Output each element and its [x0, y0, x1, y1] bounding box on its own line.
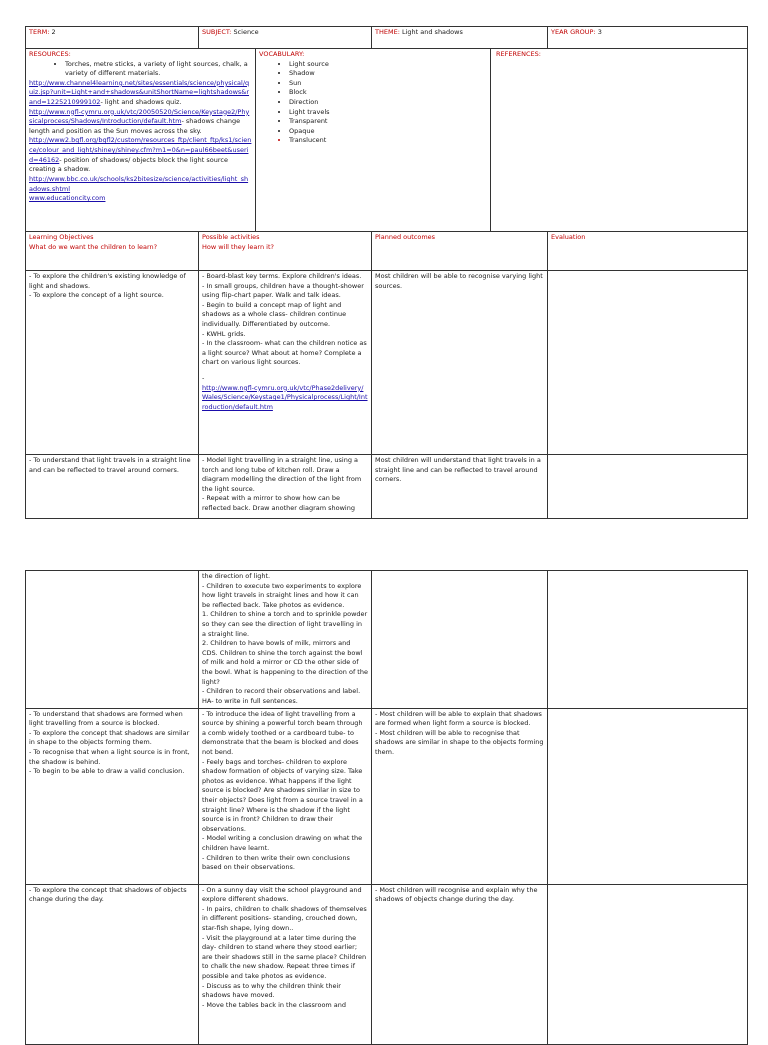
activities-cell: - Board-blast key terms. Explore children's ideas. - In small groups, children have a thought-shower using flip-chart paper. Walk and talk ideas. - Begin to build a concept map of light and shadows as a whole class- children continue individually. Differentiated by outcome. - KWHL grids. - In the classroom- what can the children notice as a light source? What about at home? Complete a chart on various light sources. - http://www.ngfl-cymru.org.uk/vtc/Phase2delivery/Wales/Science/Keystage1/Physicalprocess/Light/Introduction/default.htm [199, 271, 372, 455]
vocab-item: • Direction [289, 98, 487, 108]
evaluation-cell [548, 271, 748, 455]
ngfl-light-intro-link[interactable]: http://www.ngfl-cymru.org.uk/vtc/Phase2delivery/Wales/Science/Keystage1/Physicalprocess/Light/Introduction/default.htm [202, 383, 368, 411]
activities-cell: - To introduce the idea of light travelling from a source by shining a powerful torch beam through a comb widely toothed or a cardboard tube- to demonstrate that the beam is blocked and does not bend. - Feely bags and torches- children to explore shadow formation of objects of varying size. Take photos as evidence. What happens if the light source is blocked? Are shadows similar in size to their objects? Does light from a source travel in a straight line? Where is the shadow if the light source is in front? Children to draw their observations. - Model writing a conclusion drawing on what the children have learnt. - Children to then write their own conclusions based on their observations. [199, 708, 372, 884]
activities-header: Possible activities How will they learn it? [199, 232, 372, 271]
objectives-cell: - To understand that shadows are formed when light travelling from a source is blocked. - To explore the concept that shadows are similar in shape to the objects forming them. - To recognise that when a light source is in front, the shadow is behind. - To begin to be able to draw a valid conclusion. [26, 708, 199, 884]
bgfl-link[interactable]: http://www2.bgfl.org/bgfl2/custom/resources_ftp/client_ftp/ks1/science/colour_and_light/shiney/shiney.cfm?m1=0&n=paul66beet&userid=46162 [29, 136, 252, 164]
vocab-item: • Light travels [289, 108, 487, 118]
outcomes-cell: Most children will be able to recognise varying light sources. [372, 271, 548, 455]
subject-cell: SUBJECT: Science [199, 27, 372, 49]
table-row [26, 455, 748, 519]
vocab-item: • Sun [289, 79, 487, 89]
activities-cell: the direction of light. - Children to execute two experiments to explore how light travels in straight lines and how it can be reflected back. Take photos as evidence. 1. Children to shine a torch and to sprinkle powder so they can see the direction of light travelling in a straight line. 2. Children to have bowls of milk, mirrors and CDS. Children to shine the torch against the bowl of milk and hold a mirror or CD the other side of the bowl. What is happening to the direction of the light? - Children to record their observations and label. HA- to write in full sentences. [199, 571, 372, 709]
column-header-row [26, 232, 748, 271]
table-row [26, 708, 748, 884]
activities-cell: - On a sunny day visit the school playground and explore different shadows. - In pairs, children to chalk shadows of themselves in different positions- standing, crouched down, star-fish shape, lying down.. - Visit the playground at a later time during the day- children to stand where they stood earlier; are their shadows still in the same place? Children to chalk the new shadow. Repeat three times if possible and take photos as evidence. - Discuss as to why the children think their shadows have moved. - Move the tables back in the classroom and [199, 884, 372, 1044]
table-row [26, 271, 748, 455]
educationcity-link[interactable]: www.educationcity.com [29, 194, 106, 203]
vocab-item: • Transparent [289, 117, 487, 127]
objectives-cell: - To understand that light travels in a straight line and can be reflected to travel around corners. [26, 455, 199, 519]
outcomes-cell: Most children will understand that light travels in a straight line and can be reflected to travel around corners. [372, 455, 548, 519]
vocab-item: • Block [289, 88, 487, 98]
vocab-item: • Light source [289, 60, 487, 70]
planning-table-page-2 [25, 570, 748, 1045]
objectives-header: Learning Objectives What do we want the children to learn? [26, 232, 199, 271]
vocab-item: • Opaque [289, 127, 487, 137]
evaluation-cell [548, 884, 748, 1044]
resources-bullet: • Torches, metre sticks, a variety of light sources, chalk, a variety of different materials. [65, 60, 252, 79]
objectives-cell: - To explore the concept that shadows of objects change during the day. [26, 884, 199, 1044]
vocabulary-list [259, 60, 487, 146]
vocab-item: • Translucent [289, 136, 487, 146]
channel4-link[interactable]: http://www.channel4learning.net/sites/essentials/science/physical/quiz.jsp?unit=Light+and+shadows&unitShortName=lightshadows&rand=1225210999102 [29, 78, 250, 107]
term-cell: TERM: 2 [26, 27, 199, 49]
objectives-cell: - To explore the children's existing knowledge of light and shadows. - To explore the concept of a light source. [26, 271, 199, 455]
resources-label: RESOURCES: [29, 50, 71, 58]
table-row [26, 884, 748, 1044]
objectives-cell [26, 571, 199, 709]
bbc-bitesize-link[interactable]: http://www.bbc.co.uk/schools/ks2bitesize/science/activities/light_shadows.shtml [29, 174, 249, 193]
vocabulary-label: VOCABULARY: [259, 50, 305, 58]
vocabulary-cell [256, 49, 491, 232]
evaluation-cell [548, 571, 748, 709]
year-group-cell: YEAR GROUP: 3 [548, 27, 748, 49]
table-row [26, 571, 748, 709]
resources-cell: RESOURCES: • Torches, metre sticks, a variety of light sources, chalk, a variety of different materials. http://www.channel4learning.net/sites/essentials/science/physical/quiz.jsp?unit=Light+and+shadows&unitShortName=lightshadows&rand=1225210999102- light and shadows quiz. http://www.ngfl-cymru.org.uk/vtc/20050520/Science/Keystage2/Physicalprocess/Shadows/Introduction/default.htm- shadows change length and position as the Sun moves across the sky. http://www2.bgfl.org/bgfl2/custom/resources_ftp/client_ftp/ks1/science/colour_and_light/shiney/shiney.cfm?m1=0&n=paul66beet&userid=46162- position of shadows/ objects block the light source creating a shadow. http://www.bbc.co.uk/schools/ks2bitesize/science/activities/light_shadows.shtml www.educationcity.com [26, 49, 256, 232]
ngfl-shadows-link[interactable]: http://www.ngfl-cymru.org.uk/vtc/20050520/Science/Keystage2/Physicalprocess/Shadows/Introduction/default.htm [29, 107, 250, 126]
resources-row [26, 49, 748, 232]
theme-cell: THEME: Light and shadows [372, 27, 548, 49]
outcomes-cell [372, 571, 548, 709]
outcomes-cell: - Most children will be able to explain that shadows are formed when light form a source is blocked. - Most children will be able to recognise that shadows are similar in shape to the objects forming them. [372, 708, 548, 884]
evaluation-cell [548, 455, 748, 519]
vocab-item: • Shadow [289, 69, 487, 79]
activities-cell: - Model light travelling in a straight line, using a torch and long tube of kitchen roll. Draw a diagram modelling the direction of the light from the light source. - Repeat with a mirror to show how can be reflected back. Draw another diagram showing [199, 455, 372, 519]
evaluation-cell [548, 708, 748, 884]
outcomes-header: Planned outcomes [372, 232, 548, 271]
references-cell [491, 49, 748, 232]
outcomes-cell: - Most children will recognise and explain why the shadows of objects change during the day. [372, 884, 548, 1044]
planning-table-page-1 [25, 26, 748, 519]
evaluation-header: Evaluation [548, 232, 748, 271]
header-row [26, 27, 748, 49]
references-label: REFERENCES: [496, 50, 541, 58]
